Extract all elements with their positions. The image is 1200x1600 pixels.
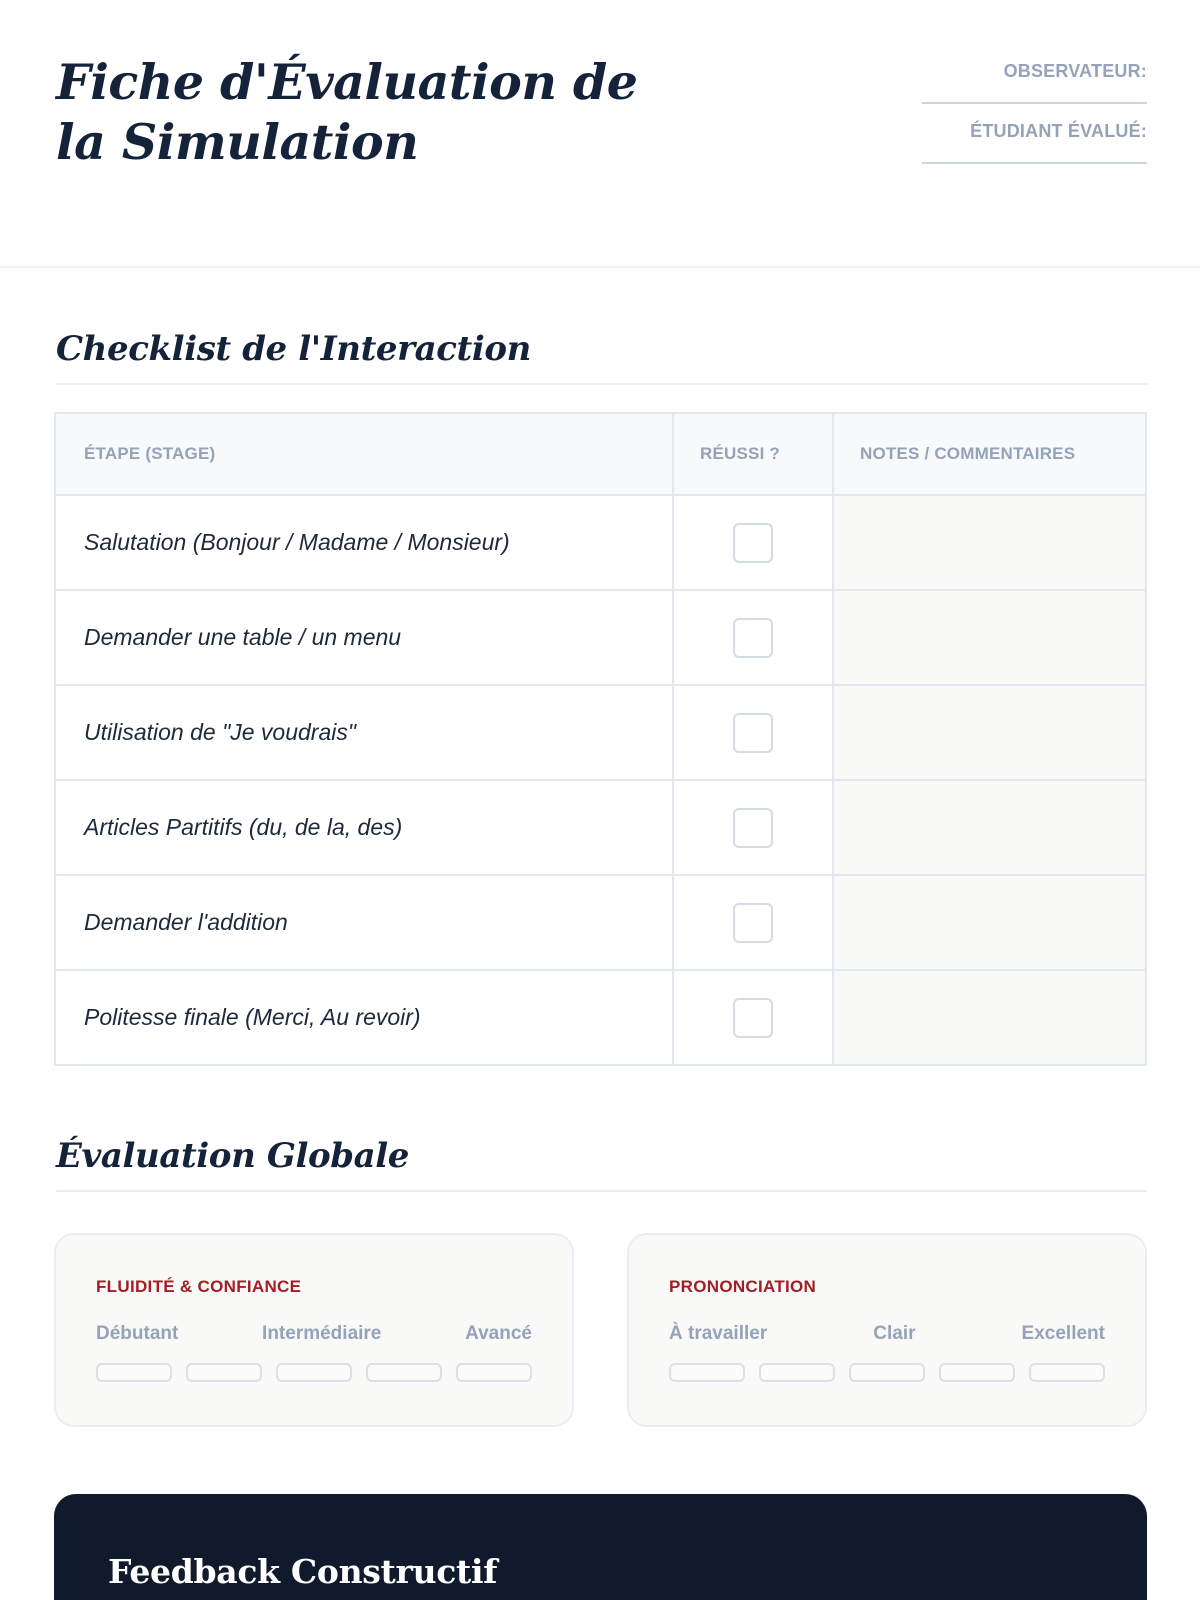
evaluation-heading: Évaluation Globale	[56, 1134, 1147, 1192]
checklist-table	[54, 412, 1147, 1066]
scale-label-low: Débutant	[96, 1323, 179, 1344]
rating-option-2[interactable]	[186, 1363, 262, 1382]
stage-label: Articles Partitifs (du, de la, des)	[56, 781, 674, 874]
rating-option-2[interactable]	[759, 1363, 835, 1382]
rating-option-1[interactable]	[669, 1363, 745, 1382]
scale-label-mid: Clair	[873, 1323, 916, 1344]
notes-cell[interactable]	[834, 876, 1145, 969]
success-cell	[674, 686, 834, 779]
success-checkbox[interactable]	[733, 713, 773, 753]
rating-option-1[interactable]	[96, 1363, 172, 1382]
notes-cell[interactable]	[834, 591, 1145, 684]
table-row	[56, 779, 1145, 874]
success-checkbox[interactable]	[733, 998, 773, 1038]
rating-option-4[interactable]	[366, 1363, 442, 1382]
scale-label-mid: Intermédiaire	[262, 1323, 382, 1344]
success-cell	[674, 591, 834, 684]
student-field	[917, 118, 1147, 178]
table-header-row	[56, 414, 1145, 494]
feedback-title: Feedback Constructif	[108, 1552, 498, 1591]
rating-option-5[interactable]	[1029, 1363, 1105, 1382]
pronunciation-card	[627, 1233, 1147, 1427]
column-header-success: RÉUSSI ?	[674, 414, 834, 494]
stage-label: Politesse finale (Merci, Au revoir)	[56, 971, 674, 1064]
sheet-header	[0, 0, 1200, 268]
scale-labels	[669, 1321, 1105, 1347]
stage-label: Salutation (Bonjour / Madame / Monsieur)	[56, 496, 674, 589]
rating-option-5[interactable]	[456, 1363, 532, 1382]
student-input-line[interactable]	[922, 162, 1147, 164]
success-checkbox[interactable]	[733, 523, 773, 563]
document-title: Fiche d'Évaluation de la Simulation	[56, 53, 638, 171]
stage-label: Utilisation de "Je voudrais"	[56, 686, 674, 779]
table-row	[56, 684, 1145, 779]
card-title: PRONONCIATION	[669, 1277, 817, 1296]
success-checkbox[interactable]	[733, 903, 773, 943]
rating-option-4[interactable]	[939, 1363, 1015, 1382]
column-header-stage: ÉTAPE (STAGE)	[56, 414, 674, 494]
scale-label-high: Excellent	[1021, 1323, 1105, 1344]
observer-label: OBSERVATEUR:	[1003, 61, 1147, 81]
rating-scale	[669, 1363, 1105, 1382]
student-label: ÉTUDIANT ÉVALUÉ:	[970, 121, 1147, 141]
participant-fields	[917, 58, 1147, 178]
column-header-notes: NOTES / COMMENTAIRES	[860, 444, 1076, 463]
stage-label: Demander l'addition	[56, 876, 674, 969]
table-row	[56, 494, 1145, 589]
notes-cell[interactable]	[834, 781, 1145, 874]
observer-field	[917, 58, 1147, 118]
rating-option-3[interactable]	[849, 1363, 925, 1382]
card-title: FLUIDITÉ & CONFIANCE	[96, 1277, 302, 1296]
table-row	[56, 874, 1145, 969]
success-cell	[674, 496, 834, 589]
feedback-panel	[54, 1494, 1147, 1600]
table-row	[56, 969, 1145, 1064]
table-row	[56, 589, 1145, 684]
fluency-card	[54, 1233, 574, 1427]
stage-label: Demander une table / un menu	[56, 591, 674, 684]
scale-labels	[96, 1321, 532, 1347]
scale-label-low: À travailler	[669, 1323, 768, 1344]
success-checkbox[interactable]	[733, 808, 773, 848]
success-cell	[674, 876, 834, 969]
success-cell	[674, 971, 834, 1064]
scale-label-high: Avancé	[465, 1323, 532, 1344]
notes-cell[interactable]	[834, 496, 1145, 589]
success-cell	[674, 781, 834, 874]
notes-cell[interactable]	[834, 971, 1145, 1064]
checklist-heading: Checklist de l'Interaction	[56, 327, 1147, 385]
rating-scale	[96, 1363, 532, 1382]
notes-cell[interactable]	[834, 686, 1145, 779]
rating-option-3[interactable]	[276, 1363, 352, 1382]
success-checkbox[interactable]	[733, 618, 773, 658]
observer-input-line[interactable]	[922, 102, 1147, 104]
